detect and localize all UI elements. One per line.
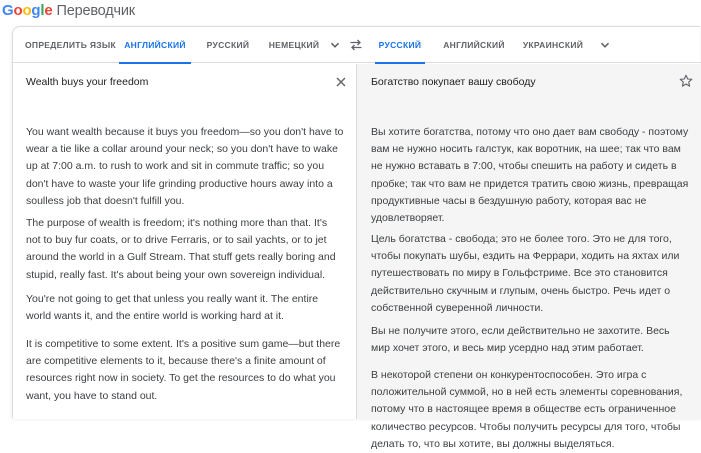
product-name: Переводчик bbox=[56, 3, 135, 19]
source-paragraph: The purpose of wealth is freedom; it's nothing more than that. It's not to buy fur coats, or to drive Ferraris, or to sail yachts, or to jet around the world in a Gulf Stream. That stuff gets really boring and stupid, really fast. It's about being your own sovereign individual. bbox=[26, 217, 336, 281]
translation-paragraph: Цель богатства - свобода; это не более того. Это не для того, чтобы покупать шубы, ездить на Феррари, ходить на яхтах или путешествовать по миру в Гольфстриме. Все это становится действительно скучным и глупым, очень быстро. Речь идет о собственной суверенной личности. bbox=[371, 233, 680, 314]
chevron-down-icon[interactable] bbox=[599, 39, 611, 51]
tab-detect-language[interactable]: ОПРЕДЕЛИТЬ ЯЗЫК bbox=[25, 40, 116, 50]
close-icon[interactable] bbox=[335, 76, 347, 88]
source-text-area[interactable] bbox=[13, 64, 357, 419]
tab-target-english[interactable]: АНГЛИЙСКИЙ bbox=[443, 40, 505, 50]
tab-source-english[interactable]: АНГЛИЙСКИЙ bbox=[119, 27, 191, 63]
star-icon[interactable] bbox=[679, 74, 693, 88]
translator-card bbox=[12, 26, 700, 450]
translation-title: Богатство покупает вашу свободу bbox=[371, 76, 536, 88]
source-paragraph: You're not going to get that unless you really want it. The entire world wants it, and the entire world is working hard at it. bbox=[26, 293, 319, 323]
tab-target-russian[interactable]: РУССКИЙ bbox=[375, 27, 425, 63]
translation-paragraph: Вы хотите богатства, потому что оно дает вам свободу - поэтому вам не нужно носить галстук, как воротник, на шее; так что вам не нужно вставать в 7:00, чтобы спешить на работу и сидеть в пробке; так что вам не придется тратить свою жизнь, превращая продуктивные часы в бездушную работу, которая вас не удовлетворяет. bbox=[371, 126, 689, 225]
tab-target-ukrainian[interactable]: УКРАИНСКИЙ bbox=[522, 40, 584, 50]
translation-paragraph: В некоторой степени он конкурентоспособен. Это игра с положительной суммой, но в ней есть элементы соревнования, потому что в настоящее время в обществе есть ограниченное количество ресурсов. Чтобы получить ресурсы для того, чтобы делать то, что вы хотите, вы должны выделяться. bbox=[371, 369, 683, 450]
translation-area bbox=[357, 64, 701, 450]
chevron-down-icon[interactable] bbox=[329, 39, 341, 51]
source-paragraph: It is competitive to some extent. It's a positive sum game—but there are competitive elements to it, because there's a finite amount of resources right now in society. To get the resources to do what you want, you have to stand out. bbox=[26, 338, 341, 402]
top-bar bbox=[0, 0, 700, 24]
tab-source-russian[interactable]: РУССКИЙ bbox=[206, 40, 250, 50]
source-title: Wealth buys your freedom bbox=[26, 76, 149, 88]
translation-paragraph: Вы не получите этого, если действительно не захотите. Весь мир хочет этого, и весь мир усердно над этим работает. bbox=[371, 325, 670, 355]
language-bar bbox=[13, 27, 701, 63]
source-paragraph: You want wealth because it buys you freedom—so you don't have to wear a tie like a collar around your neck; so you don't have to wake up at 7:00 a.m. to rush to work and sit in commute traffic; so you don't have to waste your life grinding productive hours away into a soulless job that doesn't fulfill you. bbox=[26, 126, 344, 207]
google-translate-logo[interactable]: Google Переводчик bbox=[2, 2, 135, 19]
tab-source-german[interactable]: НЕМЕЦКИЙ bbox=[268, 40, 320, 50]
swap-icon[interactable] bbox=[349, 38, 363, 52]
